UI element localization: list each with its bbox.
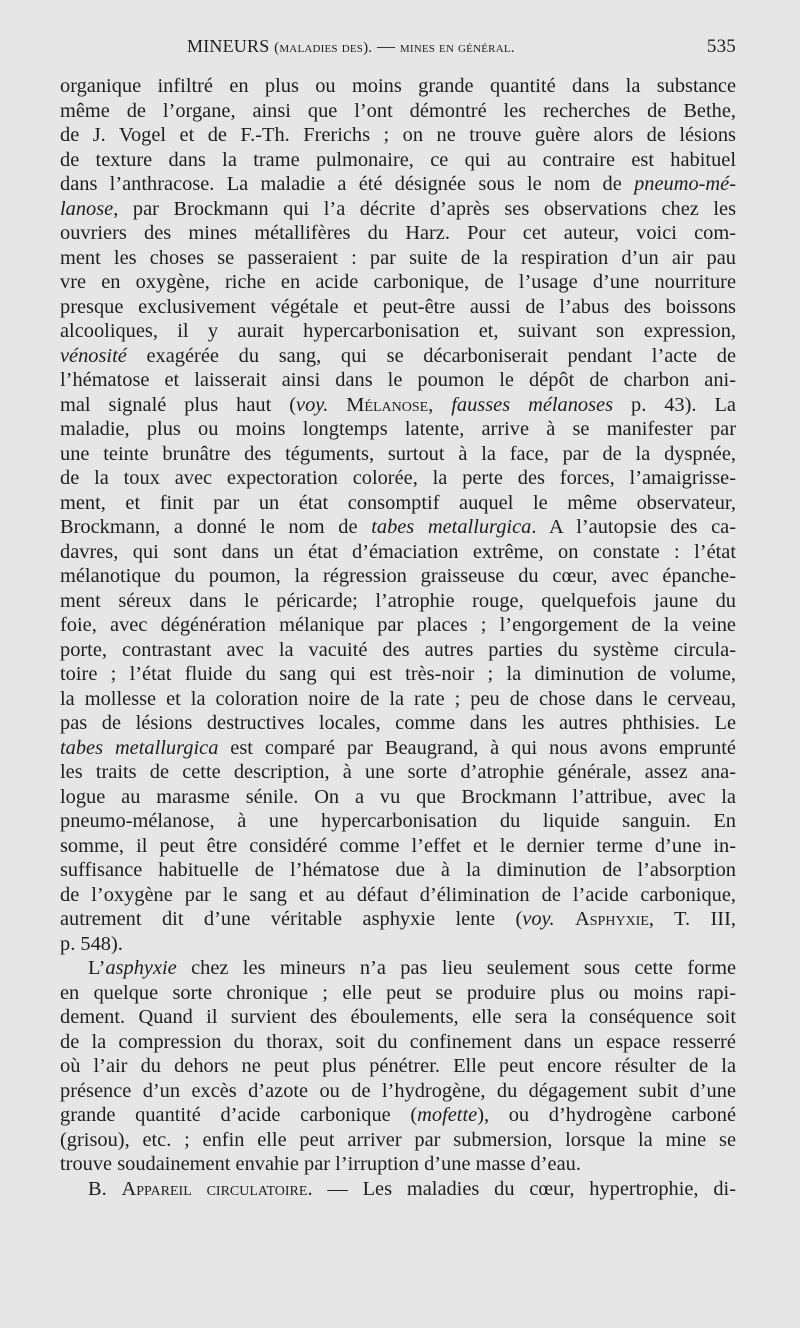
- text-line: [60, 393, 736, 418]
- text-line: les traits de cette description, à une sorte d’atrophie générale, assez ana-: [60, 761, 736, 783]
- text-line: une teinte brunâtre des téguments, surtout à la face, par de la dyspnée,: [60, 442, 736, 465]
- text-line: [60, 736, 736, 761]
- text-line: pneumo-mélanose, à une hypercarbonisation du liquide sanguin. En: [60, 810, 736, 832]
- text-line: ment séreux dans le péricarde; l’atrophie rouge, quelquefois jaune du: [60, 589, 736, 612]
- text-line: p. 548).: [60, 932, 123, 955]
- italic-term: voy.: [522, 908, 555, 930]
- text-line: [60, 1177, 736, 1202]
- running-title: [187, 36, 515, 57]
- italic-term: tabes metallurgica: [60, 736, 219, 759]
- text-line: organique infiltré en plus ou moins grande quantité dans la substance: [60, 75, 736, 97]
- text-line: davres, qui sont dans un état d’émaciation extrême, on constate : l’état: [60, 540, 736, 563]
- text-line: logue au marasme sénile. On a vu que Brockmann l’attribue, avec la: [60, 785, 736, 808]
- text-line: de la toux avec expectoration colorée, la perte des forces, l’amaigrisse-: [60, 467, 736, 489]
- text-line: suffisance habituelle de l’hématose due à la diminution de l’absorption: [60, 859, 736, 881]
- text-run: grisou: [66, 1128, 118, 1151]
- text-run: chez les mineurs n’a pas lieu seulement sous cette forme: [176, 957, 736, 979]
- text-line: présence d’un excès d’azote ou de l’hydrogène, du dégagement subit d’une: [60, 1079, 736, 1102]
- text-run: grande quantité d’acide carbonique (: [60, 1104, 418, 1126]
- text-line: ment les choses se passeraient : par suite de la respiration d’un air pau: [60, 246, 736, 269]
- italic-term: vénosité: [60, 344, 127, 367]
- title-rest: mines en général.: [399, 40, 515, 56]
- text-line: de la compression du thorax, soit du confinement dans un espace resserré: [60, 1030, 736, 1053]
- text-run: , T. III,: [648, 908, 736, 930]
- text-run: exagérée du sang, qui se décarboniserait pendant l’acte de: [126, 344, 736, 367]
- text-line: [60, 515, 736, 540]
- text-run: dans l’anthracose. La maladie a été désignée sous le nom de: [60, 173, 635, 195]
- page-number: 535: [706, 36, 736, 57]
- title-sep: —: [376, 36, 396, 56]
- italic-term: tabes metallurgica: [371, 516, 532, 538]
- text-line: où l’air du dehors ne peut plus pénétrer. Elle peut encore résulter de la: [60, 1055, 736, 1077]
- title-paren: (maladies des).: [274, 40, 373, 56]
- text-line: [60, 172, 736, 197]
- italic-term: fausses mélanoses: [451, 393, 614, 416]
- text-line: alcooliques, il y aurait hypercarbonisation et, suivant son expression,: [60, 320, 736, 342]
- text-line: [60, 1103, 736, 1128]
- text-line: ment, et finit par un état consomptif auquel le même observateur,: [60, 491, 736, 514]
- text-line: porte, contrastant avec la vacuité des autres parties du système circula-: [60, 638, 736, 661]
- text-run: . A l’autopsie des ca-: [531, 516, 736, 538]
- text-run: B.: [88, 1177, 122, 1200]
- text-line: dement. Quand il survient des éboulements, elle sera la conséquence soit: [60, 1006, 736, 1028]
- text-run: ), etc. ; enfin elle peut arriver par submersion, lorsque la mine se: [117, 1128, 736, 1151]
- text-run: ,: [428, 393, 452, 416]
- text-line: presque exclusivement végétale et peut-être aussi de l’abus des boissons: [60, 295, 736, 318]
- text-line: [60, 907, 736, 932]
- text-line: [60, 344, 736, 369]
- text-line: [60, 1128, 736, 1153]
- text-line: de l’oxygène par le sang et au défaut d’élimination de l’acide carbonique,: [60, 883, 736, 906]
- title-main: MINEURS: [187, 36, 270, 56]
- text-run: [555, 908, 575, 930]
- text-run: mal signalé plus haut (: [60, 393, 297, 416]
- small-caps-term: Appareil circulatoire: [121, 1177, 308, 1200]
- text-line: de texture dans la trame pulmonaire, ce qui au contraire est habituel: [60, 148, 736, 171]
- text-run: . — Les maladies du cœur, hypertrophie, di-: [307, 1177, 736, 1200]
- text-run: ), ou d’hydrogène carboné: [477, 1104, 736, 1126]
- text-line: [60, 197, 736, 222]
- italic-term: pneumo-mé-: [634, 173, 736, 195]
- text-line: toire ; l’état fluide du sang qui est très-noir ; la diminution de volume,: [60, 663, 736, 685]
- small-caps-term: Mélanose: [346, 393, 429, 416]
- italic-term: lanose: [60, 197, 114, 220]
- text-run: [328, 394, 346, 416]
- text-line: foie, avec dégénération mélanique par places ; l’engorgement de la veine: [60, 614, 736, 636]
- text-run: autrement dit d’une véritable asphyxie lente (: [60, 908, 523, 930]
- text-line: pas de lésions destructives locales, comme dans les autres phthisies. Le: [60, 712, 736, 734]
- text-line: [60, 956, 736, 981]
- text-line: somme, il peut être considéré comme l’effet et le dernier terme d’une in-: [60, 834, 736, 857]
- text-line: vre en oxygène, riche en acide carbonique, de l’usage d’une nourriture: [60, 271, 736, 293]
- small-caps-term: Asphyxie: [575, 908, 649, 930]
- text-run: p. 43). La: [613, 393, 736, 416]
- text-line: même de l’organe, ainsi que l’ont démontré les recherches de Bethe,: [60, 99, 736, 122]
- text-line: ouvriers des mines métallifères du Harz. Pour cet auteur, voici com-: [60, 222, 736, 244]
- italic-term: mofette: [417, 1104, 478, 1126]
- running-header: [60, 30, 736, 64]
- text-line: l’hématose et laisserait ainsi dans le poumon le dépôt de charbon ani-: [60, 369, 736, 391]
- text-line: mélanotique du poumon, la régression graisseuse du cœur, avec épanche-: [60, 565, 736, 587]
- text-line: de J. Vogel et de F.-Th. Frerichs ; on ne trouve guère alors de lésions: [60, 124, 736, 146]
- text-line: la mollesse et la coloration noire de la rate ; peu de chose dans le cerveau,: [60, 687, 736, 710]
- text-run: (: [60, 1128, 67, 1151]
- text-run: est comparé par Beaugrand, à qui nous avons emprunté: [218, 736, 736, 759]
- body-text: [60, 74, 736, 1201]
- text-line: maladie, plus ou moins longtemps latente, arrive à se manifester par: [60, 418, 736, 440]
- text-run: Brockmann, a donné le nom de: [60, 516, 372, 538]
- text-line: trouve soudainement envahie par l’irruption d’une masse d’eau.: [60, 1153, 581, 1175]
- text-line: en quelque sorte chronique ; elle peut se produire plus ou moins rapi-: [60, 981, 736, 1004]
- italic-term: asphyxie: [105, 957, 177, 979]
- italic-term: voy.: [296, 393, 329, 416]
- text-run: , par Brockmann qui l’a décrite d’après ses observations chez les: [113, 197, 736, 220]
- text-run: L’: [88, 957, 106, 979]
